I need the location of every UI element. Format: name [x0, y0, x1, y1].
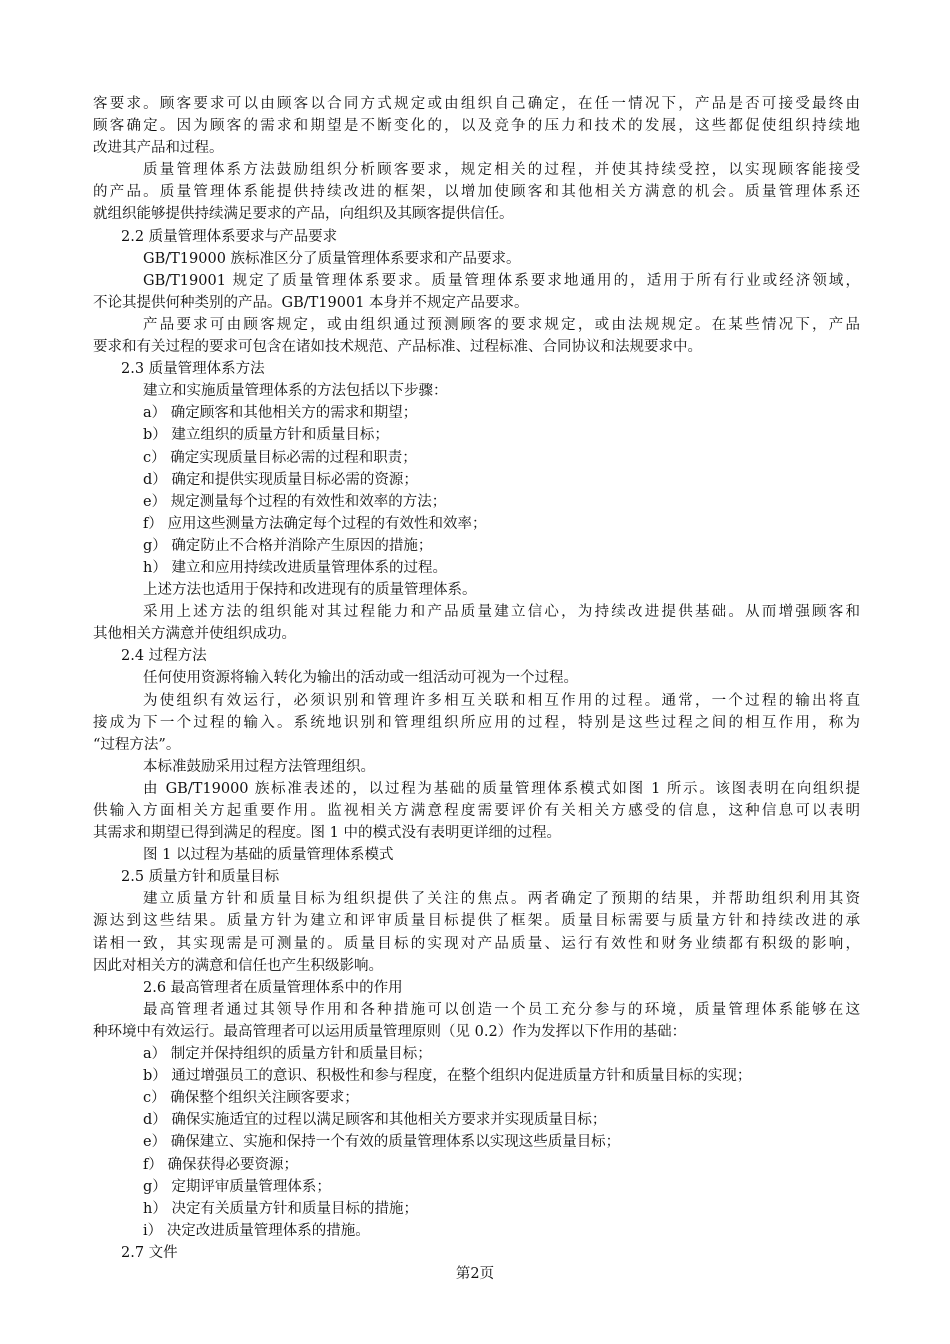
- text-line: 供输入方面相关方起重要作用。监视相关方满意程度需要评价有关相关方感受的信息，这种信息可以表明: [93, 803, 860, 819]
- text-line: 建立质量方针和质量目标为组织提供了关注的焦点。两者确定了预期的结果，并帮助组织利用其资: [143, 891, 860, 908]
- text-line: 采用上述方法的组织能对其过程能力和产品质量建立信心，为持续改进提供基础。从而增强顾客和: [143, 604, 860, 621]
- text-line: e） 确保建立、实施和保持一个有效的质量管理体系以实现这些质量目标；: [143, 1134, 621, 1151]
- text-line: 最高管理者通过其领导作用和各种措施可以创造一个员工充分参与的环境，质量管理体系能够在这: [143, 1001, 860, 1018]
- text-line: 图 1 以过程为基础的质量管理体系模式: [143, 847, 394, 864]
- text-line: b） 通过增强员工的意识、积极性和参与程度，在整个组织内促进质量方针和质量目标的实现；: [143, 1068, 752, 1085]
- text-line: d） 确保实施适宜的过程以满足顾客和其他相关方要求并实现质量目标；: [143, 1112, 607, 1129]
- text-line: 源达到这些结果。质量方针为建立和评审质量目标提供了框架。质量目标需要与质量方针和持续改进的承: [93, 913, 860, 930]
- text-line: 任何使用资源将输入转化为输出的活动或一组活动可视为一个过程。: [143, 670, 578, 687]
- text-line: 诺相一致，其实现需是可测量的。质量目标的实现对产品质量、运行有效性和财务业绩都有积级的影响，: [93, 935, 860, 952]
- text-line: d） 确定和提供实现质量目标必需的资源；: [143, 471, 418, 488]
- text-line: 接成为下一个过程的输入。系统地识别和管理组织所应用的过程，特别是这些过程之间的相互作用，称为: [93, 714, 860, 731]
- text-line: b） 建立组织的质量方针和质量目标；: [143, 427, 389, 444]
- text-line: 本标准鼓励采用过程方法管理组织。: [143, 758, 375, 775]
- text-line: 就组织能够提供持续满足要求的产品，向组织及其顾客提供信任。: [93, 206, 514, 223]
- text-line: 上述方法也适用于保持和改进现有的质量管理体系。: [143, 582, 477, 599]
- text-line: a） 确定顾客和其他相关方的需求和期望；: [143, 405, 418, 422]
- text-line: 质量管理体系方法鼓励组织分析顾客要求，规定相关的过程，并使其持续受控，以实现顾客能接受: [143, 162, 860, 179]
- text-line: 要求和有关过程的要求可包含在诸如技术规范、产品标准、过程标准、合同协议和法规要求中。: [93, 339, 702, 356]
- text-line: f） 确保获得必要资源；: [143, 1156, 298, 1173]
- text-line: e） 规定测量每个过程的有效性和效率的方法；: [143, 493, 447, 510]
- text-line: 种环境中有效运行。最高管理者可以运用质量管理原则（见 0.2）作为发挥以下作用的基础：: [93, 1023, 687, 1040]
- text-line: c） 确定实现质量目标必需的过程和职责；: [143, 449, 417, 466]
- text-line: 2.3 质量管理体系方法: [121, 361, 265, 378]
- text-line: 由 GB/T19000 族标准表述的，以过程为基础的质量管理体系模式如图 1 所示。该图表明在向组织提: [143, 780, 860, 797]
- text-line: 其他相关方满意并使组织成功。: [93, 626, 296, 643]
- text-line: 因此对相关方的满意和信任也产生积级影响。: [93, 957, 383, 974]
- text-line: h） 决定有关质量方针和质量目标的措施；: [143, 1200, 418, 1217]
- text-line: 不论其提供何种类别的产品。GB/T19001 本身并不规定产品要求。: [93, 294, 529, 311]
- text-line: GB/T19000 族标准区分了质量管理体系要求和产品要求。: [143, 250, 521, 267]
- text-line: 其需求和期望已得到满足的程度。图 1 中的模式没有表明更详细的过程。: [93, 825, 561, 842]
- text-line: c） 确保整个组织关注顾客要求；: [143, 1090, 359, 1107]
- text-line: 2.7 文件: [121, 1244, 178, 1261]
- text-line: g） 定期评审质量管理体系；: [143, 1178, 331, 1195]
- text-line: 为使组织有效运行，必须识别和管理许多相互关联和相互作用的过程。通常，一个过程的输出将直: [143, 692, 860, 709]
- text-line: 2.4 过程方法: [121, 648, 207, 665]
- text-line: GB/T19001 规定了质量管理体系要求。质量管理体系要求地通用的，适用于所有行业或经济领域，: [143, 272, 860, 289]
- text-line: 的产品。质量管理体系能提供持续改进的框架，以增加使顾客和其他相关方满意的机会。质量管理体系还: [93, 184, 860, 201]
- text-line: “过程方法”。: [93, 736, 181, 753]
- text-line: i） 决定改进质量管理体系的措施。: [143, 1222, 370, 1239]
- text-line: g） 确定防止不合格并消除产生原因的措施；: [143, 537, 433, 554]
- text-line: 产品要求可由顾客规定，或由组织通过预测顾客的要求规定，或由法规规定。在某些情况下，产品: [143, 316, 860, 333]
- text-line: 客要求。顾客要求可以由顾客以合同方式规定或由组织自己确定，在任一情况下，产品是否可接受最终由: [93, 96, 860, 112]
- text-line: h） 建立和应用持续改进质量管理体系的过程。: [143, 559, 447, 576]
- page-number: 第2页: [455, 1266, 495, 1282]
- text-line: 2.2 质量管理体系要求与产品要求: [121, 228, 338, 245]
- text-line: 2.5 质量方针和质量目标: [121, 869, 280, 886]
- text-line: a） 制定并保持组织的质量方针和质量目标；: [143, 1046, 432, 1063]
- text-line: 改进其产品和过程。: [93, 140, 224, 157]
- text-line: 顾客确定。因为顾客的需求和期望是不断变化的，以及竞争的压力和技术的发展，这些都促使组织持续地: [93, 118, 860, 135]
- document-body: [93, 93, 860, 1264]
- text-line: f） 应用这些测量方法确定每个过程的有效性和效率；: [143, 515, 487, 532]
- text-line: 建立和实施质量管理体系的方法包括以下步骤：: [143, 383, 448, 400]
- text-line: 2.6 最高管理者在质量管理体系中的作用: [143, 979, 403, 996]
